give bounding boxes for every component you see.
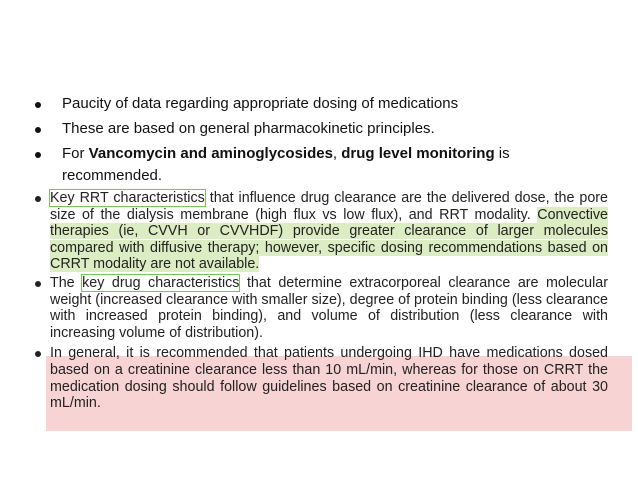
bullet-dot	[35, 196, 41, 202]
excerpt-text: In general, it is recommended that patients undergoing IHD have medications dosed based on a creatinine clearance less than 10 mL/min, whereas for those on CRRT the medication dosing should follow guidelines based on creatinine clearance of about 30 mL/min.	[50, 345, 608, 412]
summary-bullet-list	[32, 93, 592, 190]
boxed-term: Key RRT characteristics	[50, 190, 205, 206]
excerpt-item-rrt	[32, 190, 608, 273]
green-highlighted-text: Convective therapies (ie, CVVH or CVVHDF) provide greater clearance of larger molecules compared with diffusive therapy; however, specific dosing recommendations based on CRRT modality are not available.	[50, 206, 608, 273]
excerpt-item-general	[32, 345, 608, 411]
paper-excerpt	[32, 190, 608, 412]
bullet-dot	[35, 351, 41, 357]
summary-bullet	[32, 118, 592, 140]
summary-bullet	[32, 93, 592, 115]
bullet-text-prefix: For	[62, 145, 89, 162]
bullet-dot	[35, 152, 41, 158]
excerpt-text-pre: The	[50, 274, 83, 291]
excerpt-item-drug	[32, 275, 608, 341]
excerpt-text: that influence drug clearance are the delivered dose, the pore size of the dialysis membrane (high flux vs low flux), and RRT modality.	[50, 190, 608, 223]
bold-drug-names: Vancomycin and aminoglycosides	[88, 145, 333, 162]
bullet-text: These are based on general pharmacokinetic principles.	[62, 120, 435, 137]
summary-bullet	[32, 143, 592, 187]
bullet-text: Paucity of data regarding appropriate dosing of medications	[62, 95, 459, 112]
bold-monitoring: drug level monitoring	[341, 145, 495, 162]
boxed-term: key drug characteristics	[82, 274, 240, 291]
excerpt-text: that determine extracorporeal clearance are molecular weight (increased clearance with smaller size), degree of protein binding (less clearance with increased protein binding), and volume of distribution (less clearance with increasing volume of distribution).	[50, 274, 608, 341]
bullet-dot	[35, 102, 41, 108]
bullet-text-suffix: is recommended.	[62, 145, 510, 184]
bullet-dot	[35, 127, 41, 133]
bullet-dot	[35, 281, 41, 287]
bullet-text-mid: ,	[332, 145, 342, 162]
